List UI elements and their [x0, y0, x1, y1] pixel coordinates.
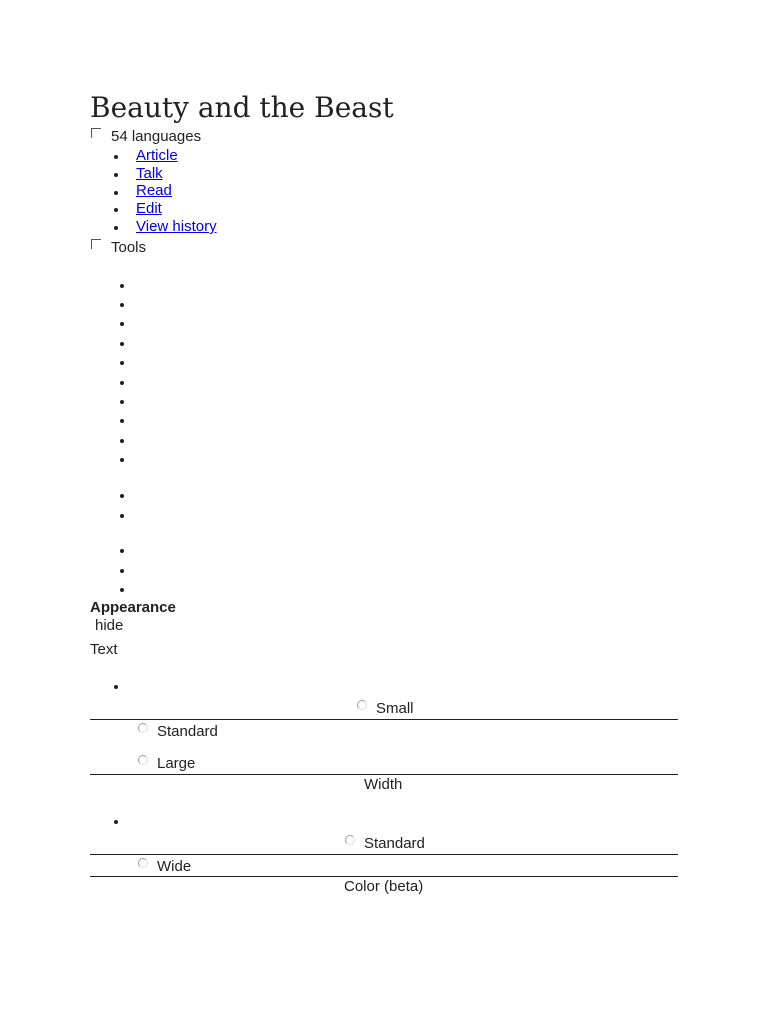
- list-bullet: [114, 208, 118, 212]
- text-size-label: Text: [90, 641, 118, 658]
- nav-talk-link[interactable]: Talk: [136, 165, 163, 182]
- list-bullet: [120, 303, 124, 307]
- text-large-radio[interactable]: [138, 755, 148, 765]
- languages-checkbox[interactable]: [91, 128, 101, 138]
- list-bullet: [120, 381, 124, 385]
- width-label: Width: [364, 776, 403, 793]
- list-bullet: [120, 342, 124, 346]
- nav-edit-link[interactable]: Edit: [136, 200, 162, 217]
- list-bullet: [120, 361, 124, 365]
- tools-checkbox[interactable]: [91, 239, 101, 249]
- tools-label[interactable]: Tools: [111, 239, 147, 256]
- nav-read-link[interactable]: Read: [136, 182, 172, 199]
- text-standard-label[interactable]: Standard: [157, 723, 218, 740]
- list-bullet: [114, 155, 118, 159]
- list-bullet: [120, 458, 124, 462]
- width-wide-label[interactable]: Wide: [157, 858, 192, 875]
- divider: [90, 876, 678, 877]
- list-bullet: [114, 685, 118, 689]
- text-small-radio[interactable]: [357, 700, 367, 710]
- list-bullet: [120, 514, 124, 518]
- color-beta-label: Color (beta): [344, 878, 424, 895]
- list-bullet: [120, 419, 124, 423]
- list-bullet: [114, 173, 118, 177]
- page-title: Beauty and the Beast: [90, 91, 394, 124]
- text-small-label[interactable]: Small: [376, 700, 414, 717]
- divider: [90, 854, 678, 855]
- divider: [90, 774, 678, 775]
- languages-label[interactable]: 54 languages: [111, 128, 202, 145]
- list-bullet: [120, 400, 124, 404]
- nav-view-history-link[interactable]: View history: [136, 218, 217, 235]
- list-bullet: [114, 191, 118, 195]
- list-bullet: [120, 549, 124, 553]
- width-wide-radio[interactable]: [138, 858, 148, 868]
- appearance-hide-button[interactable]: hide: [95, 617, 124, 634]
- text-standard-radio[interactable]: [138, 723, 148, 733]
- list-bullet: [120, 439, 124, 443]
- list-bullet: [120, 494, 124, 498]
- list-bullet: [114, 820, 118, 824]
- text-large-label[interactable]: Large: [157, 755, 196, 772]
- list-bullet: [120, 322, 124, 326]
- list-bullet: [120, 569, 124, 573]
- width-standard-radio[interactable]: [345, 835, 355, 845]
- list-bullet: [120, 284, 124, 288]
- list-bullet: [120, 588, 124, 592]
- width-standard-label[interactable]: Standard: [364, 835, 425, 852]
- divider: [90, 719, 678, 720]
- appearance-heading: Appearance: [90, 599, 176, 616]
- nav-article-link[interactable]: Article: [136, 147, 178, 164]
- list-bullet: [114, 226, 118, 230]
